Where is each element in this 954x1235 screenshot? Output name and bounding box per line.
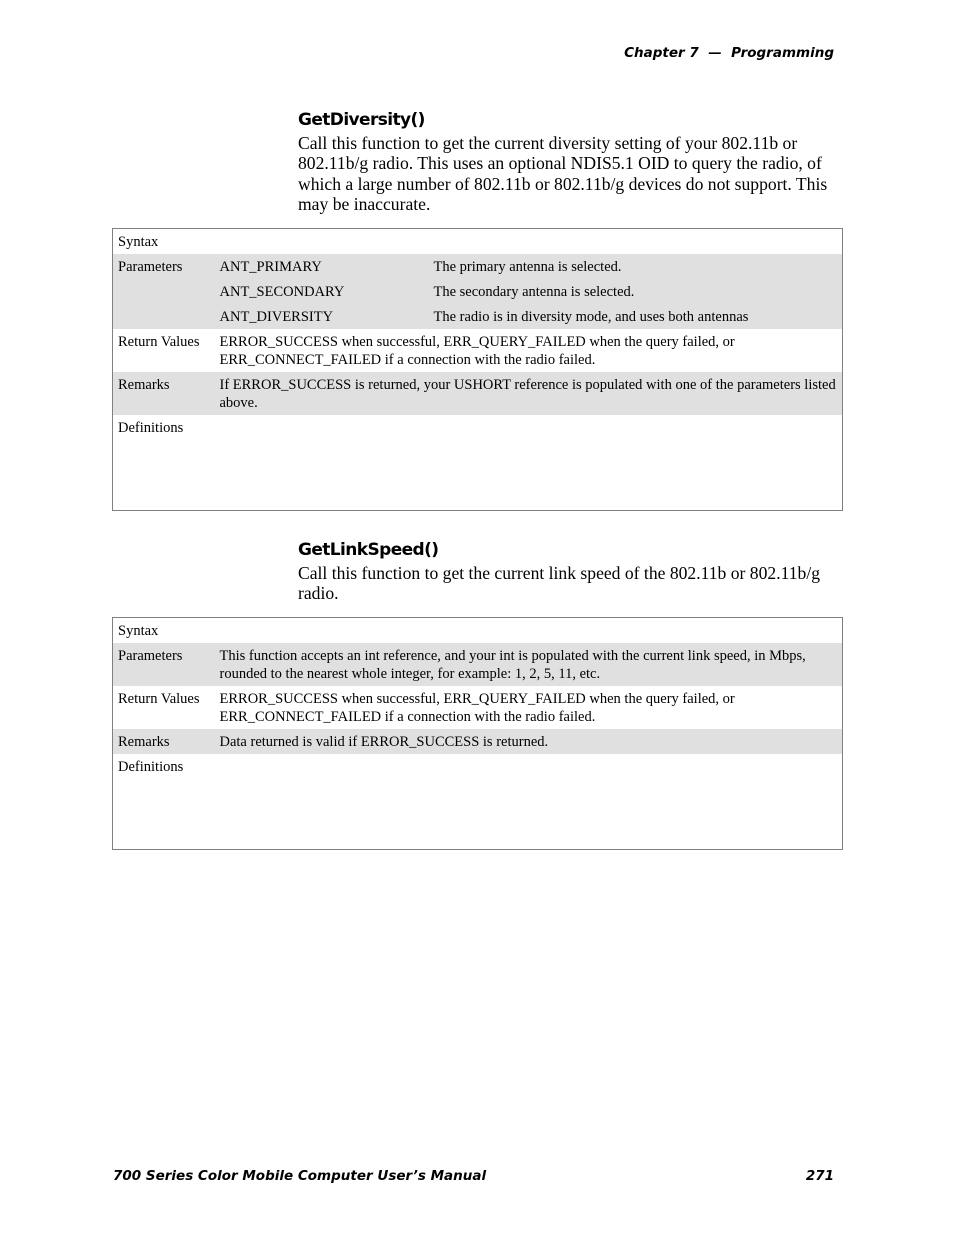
row-label-definitions: Definitions [118, 420, 184, 436]
function-table-getlinkspeed [112, 617, 843, 850]
parameters-text: This function accepts an int reference, and your int is populated with the current link speed, in Mbps, rounded to the nearest whole integer, for example: 1, 2, 5, 11, etc. [215, 643, 843, 686]
parameter-name: ANT_SECONDARY [215, 279, 429, 304]
header-separator: — [708, 45, 722, 61]
remarks-text: Data returned is valid if ERROR_SUCCESS is returned. [215, 729, 843, 754]
table-row-return-values [113, 329, 843, 372]
section-body-getdiversity: Call this function to get the current diversity setting of your 802.11b or 802.11b/g radio. This uses an optional NDIS5.1 OID to query the radio, of which a large number of 802.11b or 802.11b/g devices do not support. This may be inaccurate. [298, 133, 828, 214]
table-row-remarks [113, 372, 843, 415]
row-label-syntax: Syntax [118, 623, 159, 639]
return-values-text: ERROR_SUCCESS when successful, ERR_QUERY_FAILED when the query failed, or ERR_CONNECT_FAILED if a connection with the radio failed. [219, 691, 735, 725]
table-row-syntax [113, 229, 843, 255]
parameter-name: ANT_DIVERSITY [215, 304, 429, 329]
table-row-definitions [113, 754, 843, 850]
table-row-parameters [113, 643, 843, 686]
footer-page-number: 271 [805, 1168, 834, 1184]
parameter-description: The primary antenna is selected. [429, 254, 843, 279]
row-label-parameters: Parameters [113, 643, 215, 686]
row-label-parameters: Parameters [113, 254, 215, 279]
chapter-label: Chapter 7 [624, 45, 699, 61]
syntax-value [215, 618, 843, 644]
chapter-title: Programming [731, 45, 834, 61]
table-row-return-values [113, 686, 843, 729]
parameter-description: The secondary antenna is selected. [429, 279, 843, 304]
function-table-getdiversity [112, 228, 843, 511]
definitions-value [215, 754, 843, 850]
table-row-parameter [113, 304, 843, 329]
row-label-remarks: Remarks [113, 372, 215, 415]
definitions-value [215, 415, 843, 511]
parameter-description: The radio is in diversity mode, and uses both antennas [429, 304, 843, 329]
row-label-remarks: Remarks [113, 729, 215, 754]
return-values-text: ERROR_SUCCESS when successful, ERR_QUERY_FAILED when the query failed, or ERR_CONNECT_FAILED if a connection with the radio failed. [219, 334, 735, 368]
syntax-value [215, 229, 843, 255]
table-row-parameter [113, 279, 843, 304]
parameter-name: ANT_PRIMARY [215, 254, 429, 279]
row-label-syntax: Syntax [118, 234, 159, 250]
section-body-getlinkspeed: Call this function to get the current link speed of the 802.11b or 802.11b/g radio. [298, 563, 821, 604]
running-head [624, 45, 834, 61]
footer-manual-title: 700 Series Color Mobile Computer User’s Manual [113, 1168, 487, 1184]
table-row-syntax [113, 618, 843, 644]
table-row-remarks [113, 729, 843, 754]
table-row-parameter [113, 254, 843, 279]
remarks-text: If ERROR_SUCCESS is returned, your USHORT reference is populated with one of the parameters listed above. [215, 372, 843, 415]
row-label-return-values: Return Values [118, 334, 200, 350]
row-label-definitions: Definitions [118, 759, 184, 775]
row-label-return-values: Return Values [118, 691, 200, 707]
section-title-getlinkspeed: GetLinkSpeed() [298, 540, 439, 560]
table-row-definitions [113, 415, 843, 511]
section-title-getdiversity: GetDiversity() [298, 110, 425, 130]
